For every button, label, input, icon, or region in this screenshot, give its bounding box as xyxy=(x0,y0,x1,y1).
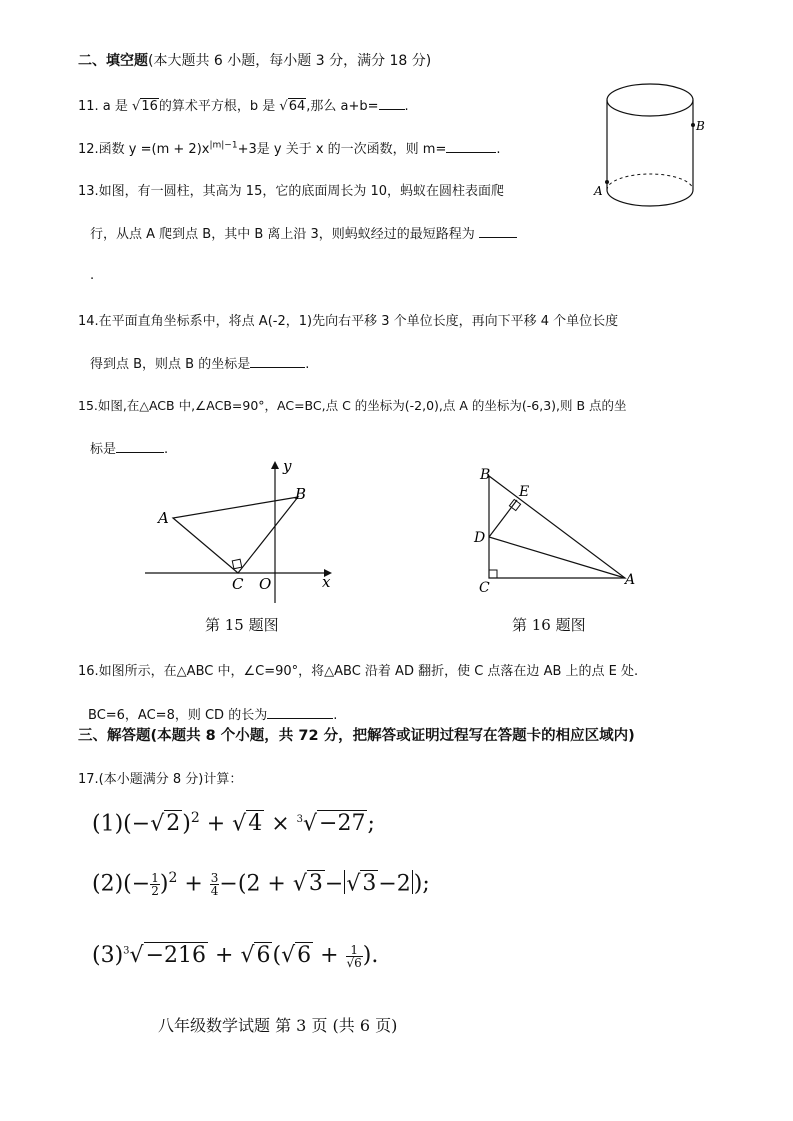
expr2-radicand-2: 3 xyxy=(362,871,377,897)
abs-bar-icon xyxy=(412,870,413,894)
expr2-frac1-num: 1 xyxy=(151,870,159,885)
q11-radicand-2: 64 xyxy=(288,99,306,114)
q11-text-a: 11. a 是 xyxy=(78,99,128,114)
question-14-line-1: 14.在平面直角坐标系中，将点 A(-2，1)先向右平移 3 个单位长度，再向下平移 4 个单位长度 xyxy=(78,314,619,329)
expr2-tail: −2 xyxy=(378,871,411,897)
answer-blank[interactable] xyxy=(479,225,517,238)
q15-text: 标是 xyxy=(90,442,117,457)
q11-text-c: ,那么 a+b= xyxy=(306,99,379,114)
expr3-fraction xyxy=(346,944,363,969)
sqrt-icon: √ xyxy=(132,99,141,114)
expr1-paren-close: ) xyxy=(182,811,191,837)
expr3-radicand-2: 6 xyxy=(256,943,271,968)
expr3-radicand-3: 6 xyxy=(297,943,312,968)
expr3-root-index: 3 xyxy=(123,945,130,957)
q17-expression-1 xyxy=(92,810,375,836)
question-13-line-3: . xyxy=(90,268,95,283)
paren-close-icon: ) xyxy=(413,871,423,897)
q14-text: 得到点 B，则点 B 的坐标是 xyxy=(90,357,251,372)
expr3-end: ). xyxy=(362,943,379,968)
page-footer: 八年级数学试题 第 3 页 (共 6 页) xyxy=(158,1016,398,1035)
expr3-number: (3) xyxy=(92,943,124,968)
q11-text-d: . xyxy=(404,99,409,114)
expr2-number: (2) xyxy=(92,871,124,897)
expr2-radicand-1: 3 xyxy=(308,871,323,897)
expr3-radicand-1: −216 xyxy=(145,943,207,968)
section-2-note: (本大题共 6 小题，每小题 3 分，满分 18 分) xyxy=(148,53,432,69)
figure-15-caption: 第 15 题图 xyxy=(205,616,279,634)
expr2-fraction-2 xyxy=(210,872,220,897)
sqrt-icon: √ xyxy=(303,811,318,837)
q11-text-b: 的算术平方根，b 是 xyxy=(158,99,276,114)
answer-blank[interactable] xyxy=(267,706,333,719)
section-3-heading: 三、解答题(本题共 8 个小题，共 72 分，把解答或证明过程写在答题卡的相应区域内) xyxy=(78,728,635,744)
expr1-radicand-1: 2 xyxy=(166,811,181,837)
answer-blank[interactable] xyxy=(250,355,305,368)
sqrt-icon: √ xyxy=(279,99,288,114)
question-14-line-2 xyxy=(90,353,309,372)
answer-blank[interactable] xyxy=(116,440,164,453)
fig16-label-c: C xyxy=(479,580,490,596)
sqrt-icon: √ xyxy=(346,871,361,897)
q13-text: 行，从点 A 爬到点 B，其中 B 离上沿 3，则蚂蚁经过的最短路程为 xyxy=(90,227,475,242)
figure-15 xyxy=(140,455,340,605)
expr3-frac-num: 1 xyxy=(346,944,363,957)
answer-blank[interactable] xyxy=(446,140,496,153)
q17-expression-3 xyxy=(92,943,378,969)
section-2-title: 二、填空题 xyxy=(78,53,148,69)
cylinder-figure xyxy=(590,78,710,218)
fig15-label-c: C xyxy=(232,575,244,593)
q11-radicand-1: 16 xyxy=(141,99,158,114)
expr3-paren-open: ( xyxy=(272,943,282,968)
expr1-radicand-3: −27 xyxy=(319,811,366,837)
answer-blank[interactable] xyxy=(379,97,405,110)
q15-end: . xyxy=(164,442,169,457)
fig16-label-e: E xyxy=(519,484,530,500)
fig15-label-o: O xyxy=(259,575,272,593)
question-17-head: 17.(本小题满分 8 分)计算： xyxy=(78,772,243,787)
q17-expression-2 xyxy=(92,870,430,897)
fig16-label-a: A xyxy=(625,572,636,588)
expr2-plus: + xyxy=(177,871,210,897)
expr2-paren-close: ) xyxy=(159,871,169,897)
fig16-label-b: B xyxy=(480,467,491,483)
cylinder-label-b: B xyxy=(696,119,705,133)
sqrt-icon: √ xyxy=(129,943,144,968)
expr1-square: 2 xyxy=(190,810,200,826)
fig15-label-x: x xyxy=(322,573,331,591)
q14-end: . xyxy=(305,357,310,372)
expr1-number: (1) xyxy=(92,811,124,837)
q12-exponent: |m|−1 xyxy=(209,140,238,151)
section-2-heading xyxy=(78,50,431,70)
expr2-frac2-num: 3 xyxy=(210,870,219,885)
expr2-fraction-1 xyxy=(150,872,160,897)
fig15-label-y: y xyxy=(283,457,292,475)
expr2-square: 2 xyxy=(168,870,178,886)
expr2-mid: − xyxy=(324,871,344,897)
sqrt-icon: √ xyxy=(150,811,165,837)
fig16-label-d: D xyxy=(474,530,486,546)
question-16-line-1: 16.如图所示，在△ABC 中，∠C=90°，将△ABC 沿着 AD 翻折，使 C 点落在边 AB 上的点 E 处. xyxy=(78,664,639,679)
expr1-radicand-2: 4 xyxy=(248,811,263,837)
cylinder-label-a: A xyxy=(594,184,603,198)
fig15-label-b: B xyxy=(295,485,307,503)
question-13-line-2 xyxy=(90,223,517,242)
expr2-frac1-den: 2 xyxy=(151,883,159,898)
q12-text-a: 12.函数 y =(m + 2)x xyxy=(78,142,210,157)
q16-text: BC=6，AC=8，则 CD 的长为 xyxy=(88,708,268,723)
sqrt-icon: √ xyxy=(240,943,255,968)
sqrt-icon: √ xyxy=(292,871,307,897)
expr1-root-index: 3 xyxy=(296,814,303,825)
expr3-plus-2: + xyxy=(313,943,346,968)
expr2-end: ; xyxy=(422,871,430,897)
fig15-label-a: A xyxy=(158,509,169,527)
expr1-end: ; xyxy=(367,811,375,837)
q12-text-b: +3是 y 关于 x 的一次函数，则 m= xyxy=(237,142,447,157)
question-11 xyxy=(78,95,409,114)
expr1-paren-open: (− xyxy=(123,811,151,837)
figure-16-caption: 第 16 题图 xyxy=(512,616,586,634)
expr1-plus: + xyxy=(199,811,233,837)
q12-text-c: . xyxy=(496,142,501,157)
expr2-frac2-den: 4 xyxy=(210,883,219,898)
sqrt-icon: √ xyxy=(232,811,247,837)
figure-16 xyxy=(470,460,645,600)
question-16-line-2 xyxy=(88,704,337,723)
expr2-minus: −(2 + xyxy=(219,871,293,897)
expr3-frac-den: √6 xyxy=(346,955,362,970)
q16-end: . xyxy=(333,708,338,723)
expr3-plus: + xyxy=(208,943,241,968)
question-15-line-1: 15.如图,在△ACB 中,∠ACB=90°，AC=BC,点 C 的坐标为(-2,0),点 A 的坐标为(-6,3),则 B 点的坐 xyxy=(78,398,627,413)
expr1-times: × xyxy=(264,811,297,837)
question-13-line-1: 13.如图，有一圆柱，其高为 15，它的底面周长为 10，蚂蚁在圆柱表面爬 xyxy=(78,184,505,199)
expr2-paren-open: (− xyxy=(123,871,151,897)
question-12 xyxy=(78,138,501,157)
sqrt-icon: √ xyxy=(281,943,296,968)
